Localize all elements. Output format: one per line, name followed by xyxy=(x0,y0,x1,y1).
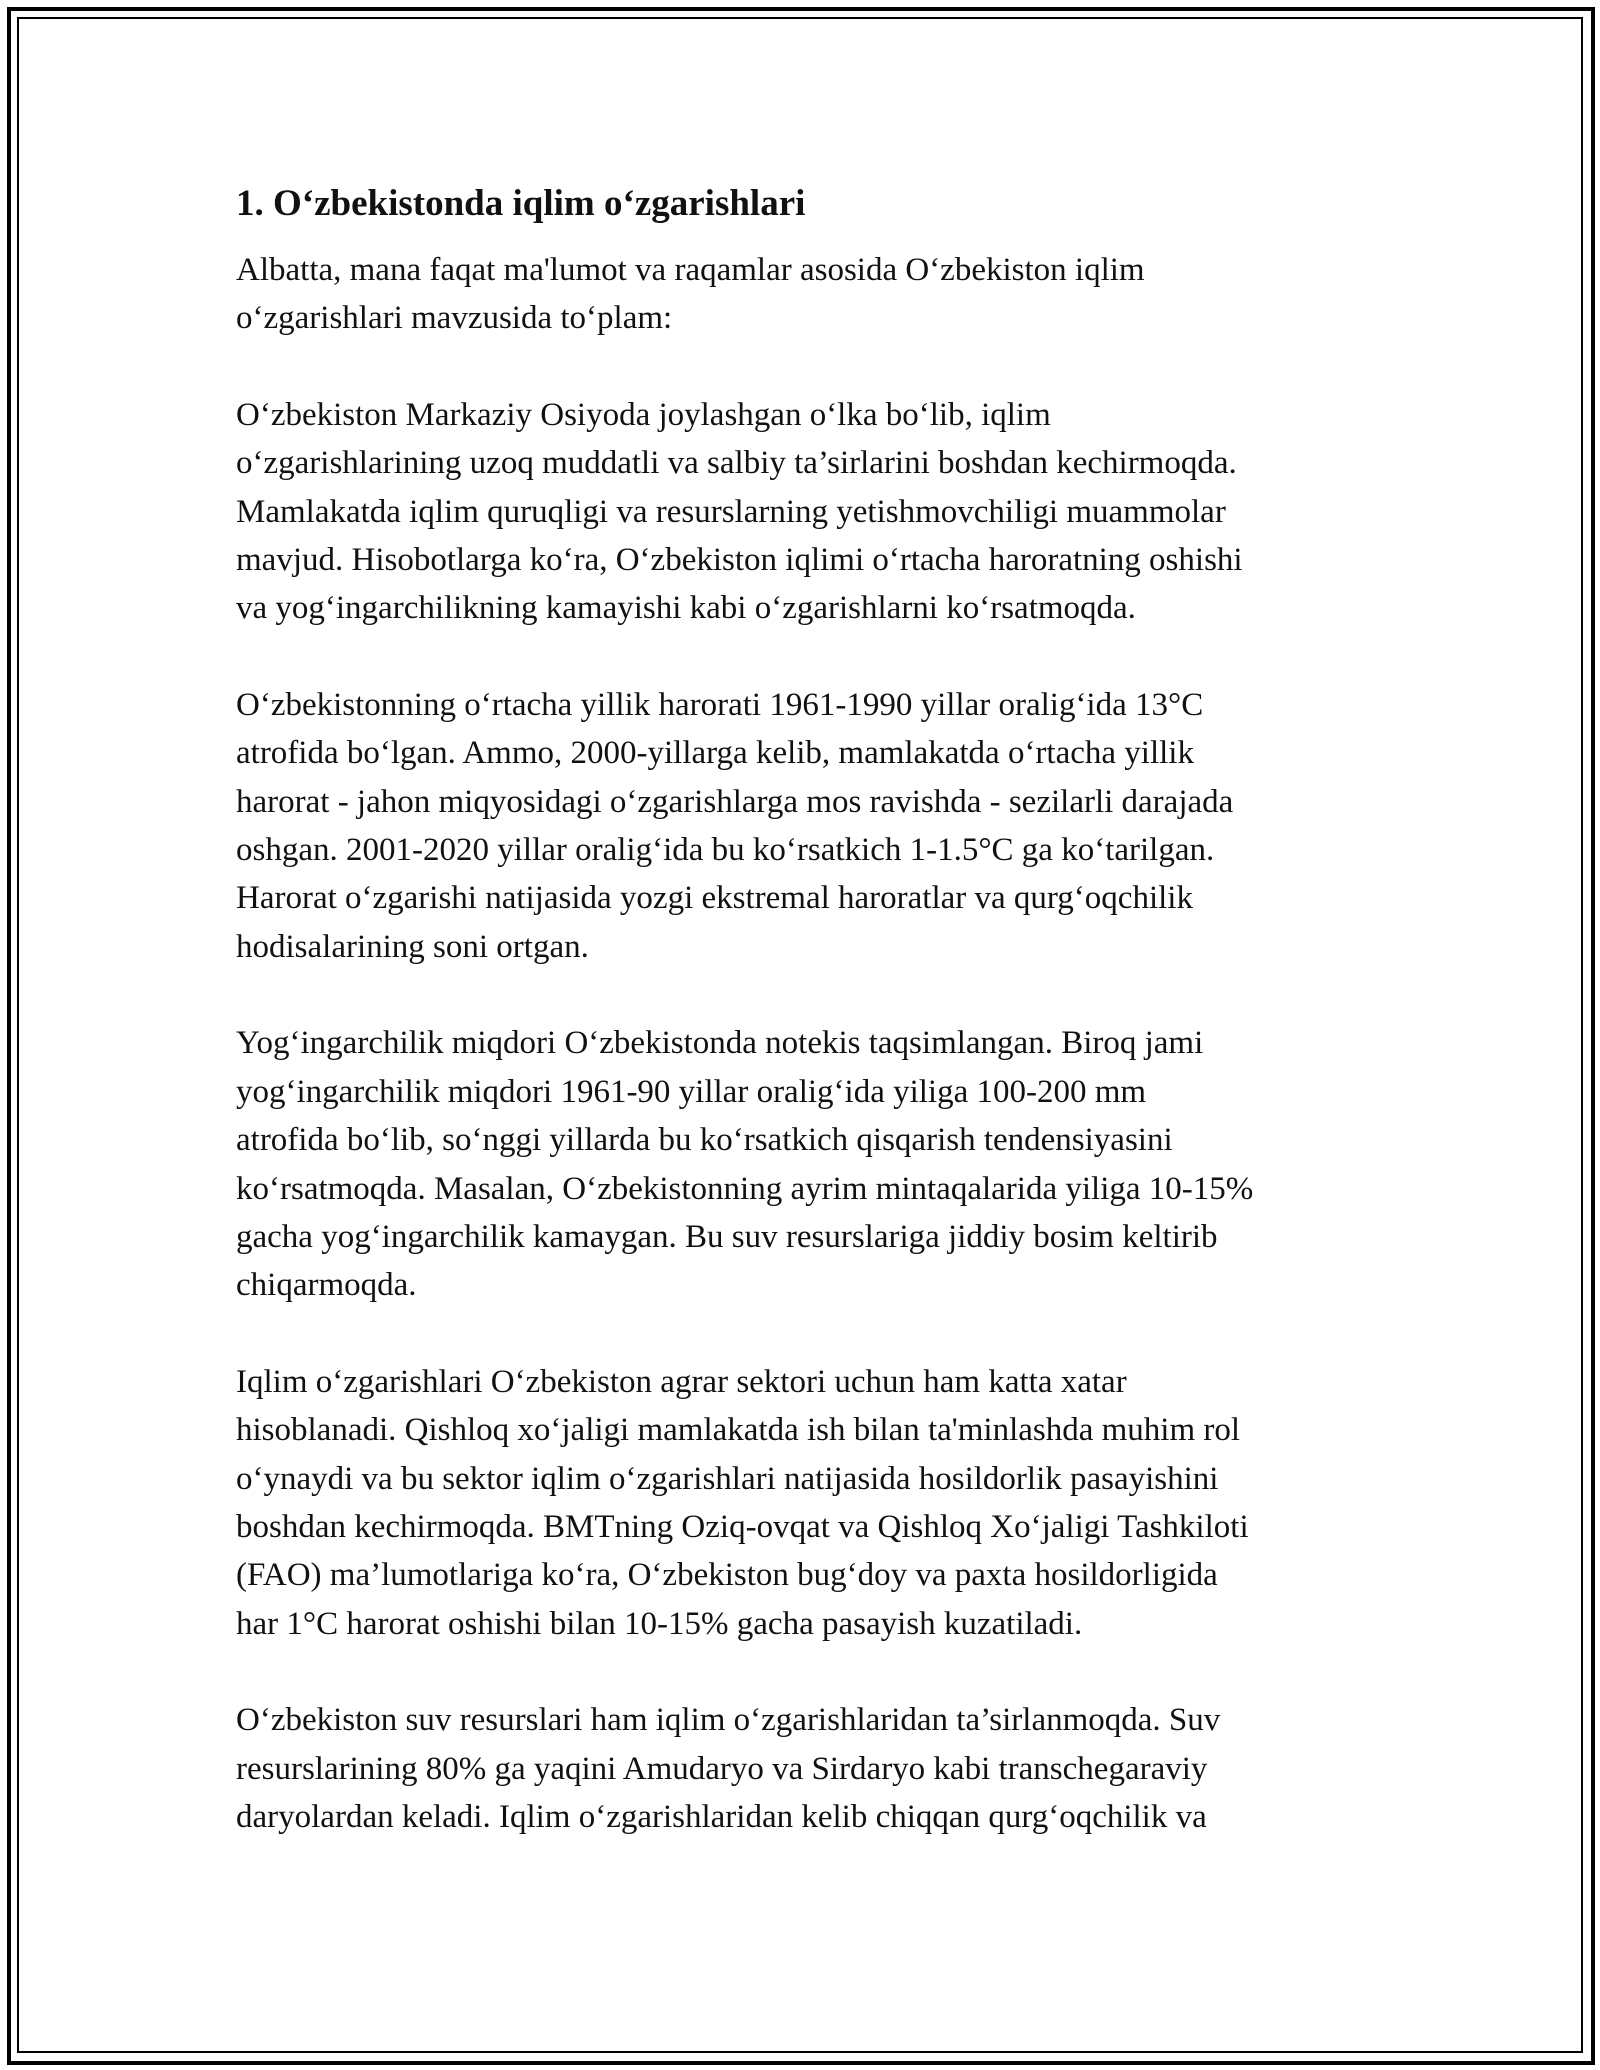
paragraph-agriculture xyxy=(236,1358,1386,1648)
text-line: Mamlakatda iqlim quruqligi va resurslarning yetishmovchiligi muammolar xyxy=(236,493,1226,530)
text-line: daryolardan keladi. Iqlim o‘zgarishlaridan kelib chiqqan qurg‘oqchilik va xyxy=(236,1798,1207,1835)
text-line: chiqarmoqda. xyxy=(236,1267,417,1304)
document-body xyxy=(236,180,1386,1889)
text-line: atrofida bo‘lib, so‘nggi yillarda bu ko‘rsatkich qisqarish tendensiyasini xyxy=(236,1122,1173,1159)
text-line: boshdan kechirmoqda. BMTning Oziq-ovqat va Qishloq Xo‘jaligi Tashkiloti xyxy=(236,1508,1249,1545)
text-line: resurslarining 80% ga yaqini Amudaryo va Sirdaryo kabi transchegaraviy xyxy=(236,1750,1208,1787)
text-line: Yog‘ingarchilik miqdori O‘zbekistonda notekis taqsimlangan. Biroq jami xyxy=(236,1025,1204,1062)
text-line: yog‘ingarchilik miqdori 1961-90 yillar oralig‘ida yiliga 100-200 mm xyxy=(236,1073,1147,1110)
paragraph-intro xyxy=(236,246,1386,343)
text-line: o‘zgarishlari mavzusida to‘plam: xyxy=(236,300,673,337)
text-line: Harorat o‘zgarishi natijasida yozgi ekstremal haroratlar va qurg‘oqchilik xyxy=(236,880,1193,917)
text-line: O‘zbekiston Markaziy Osiyoda joylashgan o‘lka bo‘lib, iqlim xyxy=(236,396,1051,433)
text-line: harorat - jahon miqyosidagi o‘zgarishlarga mos ravishda - sezilarli darajada xyxy=(236,783,1234,820)
paragraph-temperature xyxy=(236,681,1386,971)
section-heading: 1. O‘zbekistonda iqlim o‘zgarishlari xyxy=(236,183,806,224)
text-line: har 1°C harorat oshishi bilan 10-15% gacha pasayish kuzatiladi. xyxy=(236,1605,1083,1642)
text-line: o‘ynaydi va bu sektor iqlim o‘zgarishlari natijasida hosildorlik pasayishini xyxy=(236,1460,1219,1497)
text-line: atrofida bo‘lgan. Ammo, 2000-yillarga kelib, mamlakatda o‘rtacha yillik xyxy=(236,735,1194,772)
text-line: mavjud. Hisobotlarga ko‘ra, O‘zbekiston iqlimi o‘rtacha haroratning oshishi xyxy=(236,542,1243,579)
text-line: O‘zbekiston suv resurslari ham iqlim o‘zgarishlaridan ta’sirlanmoqda. Suv xyxy=(236,1702,1221,1739)
text-line: gacha yog‘ingarchilik kamaygan. Bu suv resurslariga jiddiy bosim keltirib xyxy=(236,1218,1218,1255)
text-line: (FAO) ma’lumotlariga ko‘ra, O‘zbekiston bug‘doy va paxta hosildorligida xyxy=(236,1557,1218,1594)
text-line: o‘zgarishlarining uzoq muddatli va salbiy ta’sirlarini boshdan kechirmoqda. xyxy=(236,445,1237,482)
paragraph-water-resources xyxy=(236,1696,1386,1841)
paragraph-overview xyxy=(236,391,1386,633)
text-line: oshgan. 2001-2020 yillar oralig‘ida bu ko‘rsatkich 1-1.5°C ga ko‘tarilgan. xyxy=(236,832,1215,869)
text-line: O‘zbekistonning o‘rtacha yillik harorati 1961-1990 yillar oralig‘ida 13°C xyxy=(236,686,1204,723)
text-line: ko‘rsatmoqda. Masalan, O‘zbekistonning ayrim mintaqalarida yiliga 10-15% xyxy=(236,1170,1254,1207)
text-line: hisoblanadi. Qishloq xo‘jaligi mamlakatda ish bilan ta'minlashda muhim rol xyxy=(236,1412,1241,1449)
text-line: va yog‘ingarchilikning kamayishi kabi o‘zgarishlarni ko‘rsatmoqda. xyxy=(236,590,1136,627)
text-line: hodisalarining soni ortgan. xyxy=(236,928,589,965)
paragraph-precipitation xyxy=(236,1019,1386,1309)
text-line: Albatta, mana faqat ma'lumot va raqamlar asosida O‘zbekiston iqlim xyxy=(236,252,1145,288)
text-line: Iqlim o‘zgarishlari O‘zbekiston agrar sektori uchun ham katta xatar xyxy=(236,1363,1127,1400)
